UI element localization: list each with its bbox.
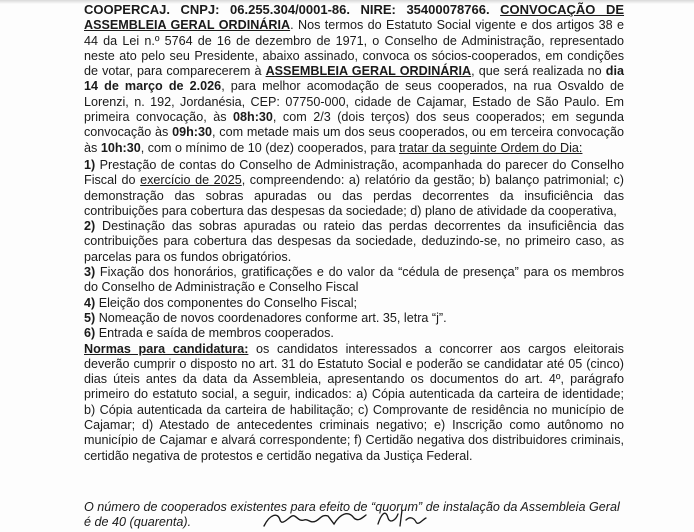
agenda-item-6 (84, 326, 624, 341)
convocation-notice (84, 2, 624, 464)
cnpj: CNPJ: 06.255.304/0001-86. (180, 2, 351, 17)
agenda-item-5 (84, 311, 624, 326)
nire: NIRE: 35400078766. (360, 2, 490, 17)
agenda-item-4 (84, 296, 624, 311)
opening-paragraph (84, 2, 624, 156)
agenda-item-text: Fixação dos honorários, gratificações e do valor da “cédula de presença” para os membros do Conselho de Administração e Conselho Fiscal (84, 265, 624, 295)
coop-name: COOPERCAJ. (84, 2, 170, 17)
opening-text-2: , que será realizada no (471, 64, 606, 79)
convocation-title-cont: ASSEMBLEIA GERAL ORDINÁRIA (84, 18, 291, 33)
agenda-item-3 (84, 265, 624, 296)
agenda-item-number: 6) (84, 326, 96, 341)
candidacy-rules-text: os candidatos interessados a concorrer aos cargos eleitorais deverão cumprir o disposto no art. 31 do Estatuto Social e poderão se candidatar até 05 (cinco) dias úteis antes da data da Assembleia, apresentando os documentos do art. 4º, parágrafo primeiro do estatuto social, a seguir, indicados: a) Cópia autenticada da carteira de identidade; b) Cópia autenticada da carteira de habilitação; c) Comprovante de residência no município de Cajamar; d) Atestado de antecedentes criminais negativo; e) Inscrição como autônomo no município de Cajamar e alvará correspondente; f) Certidão negativa dos distribuidores criminais, certidão negativa de protestos e certidão negativa da Justiça Federal. (84, 341, 624, 463)
opening-text-1: . Nos termos do Estatuto Social vigente e dos artigos 38 e 44 da Lei n.º 5764 de 16 de dezembro de 1971, o Conselho de Administração, representado neste ato pelo seu Presidente, abaixo assinado, convoca os sócios-cooperados, em condições de votar, para comparecerem à (84, 18, 624, 79)
agenda-item-number: 5) (84, 310, 96, 325)
candidacy-rules-heading: Normas para candidatura: (84, 341, 249, 356)
opening-text-6: , com o mínimo de 10 (dez) cooperados, para (140, 140, 400, 155)
agenda-item-text: Entrada e saída de membros cooperados. (95, 326, 334, 341)
agenda-item-text-cont: , compreendendo: a) relatório da gestão; b) balanço patrimonial; c) demonstração das sobras apuradas ou das perdas decorrentes da insuficiência das contribuições para cobertura das despesas da sociedade; d) plano de atividade da cooperativa, (84, 173, 624, 218)
first-call-time: 08h:30 (233, 110, 273, 125)
opening-text-5: , com metade mais um dos seus cooperados, ou em terceira convocação às (84, 125, 624, 155)
agenda-item-number: 3) (84, 265, 96, 280)
quorum-note: O número de cooperados existentes para efeito de “quorum” de instalação da Assembleia Geral é de 40 (quarenta). (84, 499, 620, 529)
agenda-item-1 (84, 158, 624, 219)
president-signature (258, 506, 448, 532)
assembly-date: dia 14 de março de 2.026 (84, 64, 624, 94)
convocation-title: CONVOCAÇÃO DE (500, 2, 625, 17)
agenda-item-number: 4) (84, 295, 96, 310)
opening-text-4: , com 2/3 (dois terços) dos seus cooperados; em segunda convocação às (84, 110, 624, 140)
agenda-item-number: 1) (84, 157, 96, 172)
agenda-intro: tratar da seguinte Ordem do Dia: (399, 140, 583, 155)
agenda-item-text: Destinação das sobras apuradas ou rateio das perdas decorrentes da insuficiência das contribuições para cobertura das despesas da sociedade, deduzindo-se, no primeiro caso, as parcelas para os fundos obrigatórios. (84, 219, 624, 264)
agenda-item-text: Prestação de contas do Conselho de Administração, acompanhada do parecer do Conselho Fiscal do (84, 157, 624, 188)
assembly-name: ASSEMBLEIA GERAL ORDINÁRIA (265, 64, 472, 79)
agenda-item-2 (84, 219, 624, 265)
second-call-time: 09h:30 (172, 125, 212, 140)
third-call-time: 10h:30 (100, 140, 141, 155)
candidacy-rules (84, 342, 624, 464)
fiscal-exercise: exercício de 2025 (140, 173, 242, 188)
agenda-item-number: 2) (84, 219, 96, 234)
agenda-item-text: Eleição dos componentes do Conselho Fiscal; (95, 295, 358, 310)
agenda-item-text: Nomeação de novos coordenadores conforme art. 35, letra “j”. (95, 310, 447, 325)
opening-text-3: , para melhor acomodação de seus cooperados, na rua Osvaldo de Lorenzi, n. 192, Jordanésia, CEP: 07750-000, cidade de Cajamar, Estado de São Paulo. Em primeira convocação, às (84, 79, 624, 125)
